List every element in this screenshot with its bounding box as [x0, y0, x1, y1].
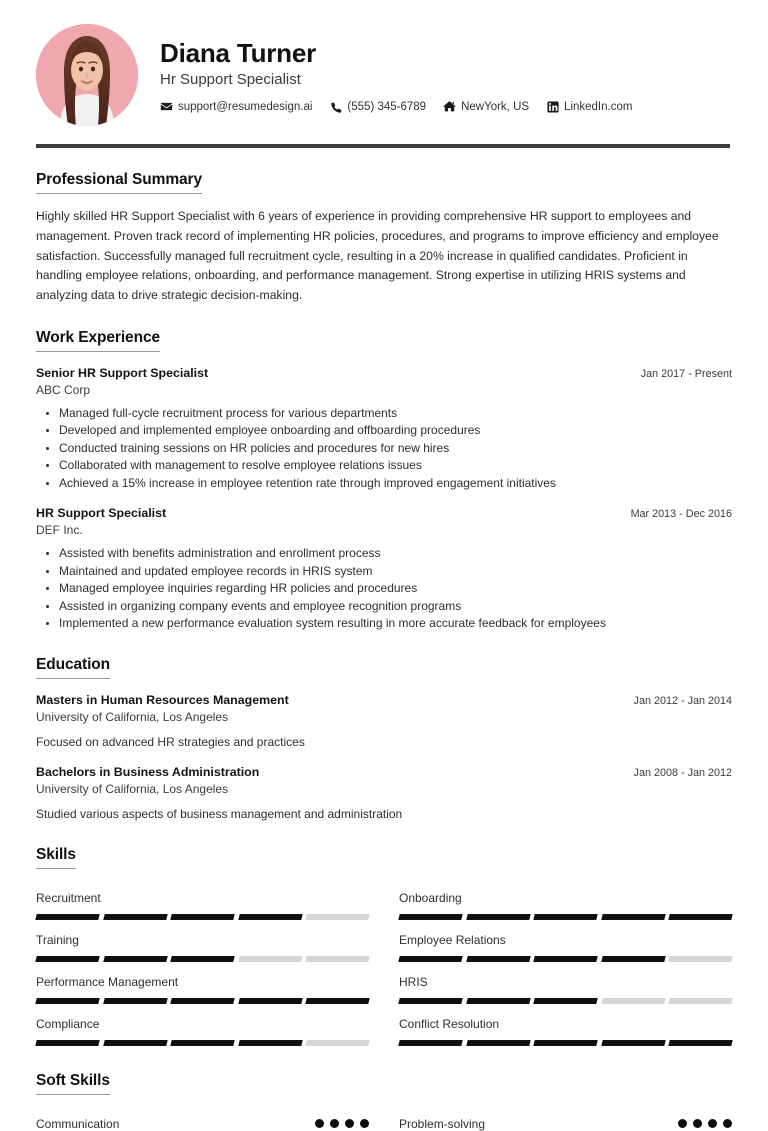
section-skills: [36, 846, 732, 1049]
envelope-icon: [160, 100, 173, 113]
skill-level-segment: [398, 1040, 462, 1046]
skill-level-bar: [36, 914, 369, 920]
skill-level-bar: [399, 998, 732, 1004]
section-heading-soft-skills: Soft Skills: [36, 1072, 110, 1095]
work-entry-bullets: [36, 545, 732, 633]
education-school: University of California, Los Angeles: [36, 781, 229, 796]
skill-name: Conflict Resolution: [399, 1016, 500, 1031]
rating-dot: [708, 1119, 717, 1128]
contact-phone[interactable]: [329, 100, 426, 113]
skill-name: Compliance: [36, 1016, 100, 1031]
education-entry: [36, 765, 732, 823]
skill-level-segment: [669, 1040, 733, 1046]
section-heading-summary: Professional Summary: [36, 171, 202, 194]
skill-level-segment: [170, 1040, 234, 1046]
skill-item: [36, 1007, 369, 1049]
education-description: Studied various aspects of business management and administration: [36, 806, 403, 821]
skill-level-segment: [533, 956, 597, 962]
skill-level-segment: [466, 998, 530, 1004]
skill-name: Employee Relations: [399, 932, 506, 947]
skill-level-segment: [669, 998, 733, 1004]
work-entry-company: DEF Inc.: [36, 523, 83, 538]
candidate-job-title: Hr Support Specialist: [160, 71, 301, 89]
soft-skills-grid: [36, 1107, 732, 1131]
skill-level-segment: [601, 998, 665, 1004]
skill-level-segment: [103, 956, 167, 962]
education-degree: Bachelors in Business Administration: [36, 764, 260, 779]
soft-skill-name: Problem-solving: [399, 1116, 486, 1131]
skill-item: [36, 965, 369, 1007]
skill-level-segment: [103, 1040, 167, 1046]
avatar: [36, 24, 138, 126]
education-date: Jan 2012 - Jan 2014: [633, 694, 732, 707]
resume-header: [36, 0, 732, 138]
skill-level-segment: [103, 998, 167, 1004]
contact-email-text: support@resumedesign.ai: [178, 100, 313, 113]
skill-level-segment: [306, 1040, 370, 1046]
skill-level-segment: [170, 998, 234, 1004]
rating-dot: [315, 1119, 324, 1128]
linkedin-icon: [546, 100, 559, 113]
education-entry-head: [36, 765, 732, 779]
rating-dot: [723, 1119, 732, 1128]
skill-level-bar: [399, 914, 732, 920]
summary-text: Highly skilled HR Support Specialist with 6 years of experience in providing comprehensive HR support to employees and management. Proven track record of implementing HR policies, procedures, and programs to improve efficiency and employee satisfaction. Successfully managed full recruitment cycle, resulting in a 20% increase in qualified candidates. Proficient in handling employee relations, onboarding, and performance management. Strong expertise in utilizing HRIS systems and analyzing data to drive strategic decision-making.: [36, 209, 719, 303]
skill-level-segment: [238, 998, 302, 1004]
skill-level-segment: [306, 998, 370, 1004]
education-entry: [36, 693, 732, 751]
list-item: Conducted training sessions on HR policies and procedures for new hires: [57, 440, 732, 458]
contact-location[interactable]: [443, 100, 529, 113]
skill-level-segment: [103, 914, 167, 920]
skill-level-bar: [399, 1040, 732, 1046]
skill-level-segment: [35, 956, 99, 962]
work-entry-title: HR Support Specialist: [36, 506, 167, 521]
list-item: Implemented a new performance evaluation system resulting in more accurate feedback for employees: [57, 615, 732, 633]
contact-row: [160, 100, 632, 113]
skill-level-segment: [398, 998, 462, 1004]
skill-name: Training: [36, 932, 79, 947]
section-heading-education: Education: [36, 656, 110, 679]
soft-skill-rating: [315, 1119, 369, 1128]
skill-level-segment: [238, 956, 302, 962]
avatar-photo: [36, 24, 138, 126]
skill-level-segment: [601, 1040, 665, 1046]
list-item: Maintained and updated employee records in HRIS system: [57, 563, 732, 581]
skill-name: Recruitment: [36, 890, 101, 905]
education-date: Jan 2008 - Jan 2012: [633, 766, 732, 779]
skill-name: HRIS: [399, 974, 428, 989]
skill-level-segment: [35, 914, 99, 920]
skill-name: Performance Management: [36, 974, 179, 989]
section-education: [36, 656, 732, 823]
skill-level-segment: [238, 1040, 302, 1046]
identity-block: [160, 37, 632, 114]
education-description: Focused on advanced HR strategies and practices: [36, 734, 305, 749]
rating-dot: [693, 1119, 702, 1128]
list-item: Managed employee inquiries regarding HR policies and procedures: [57, 580, 732, 598]
skill-level-segment: [306, 914, 370, 920]
skill-level-segment: [170, 956, 234, 962]
contact-email[interactable]: [160, 100, 312, 113]
education-entry-head: [36, 693, 732, 707]
skill-level-segment: [170, 914, 234, 920]
phone-icon: [329, 100, 342, 113]
soft-skill-name: Communication: [36, 1116, 120, 1131]
skill-level-segment: [466, 914, 530, 920]
contact-phone-text: (555) 345-6789: [347, 100, 427, 113]
rating-dot: [678, 1119, 687, 1128]
work-entry-company: ABC Corp: [36, 382, 91, 397]
rating-dot: [330, 1119, 339, 1128]
contact-linkedin-text: LinkedIn.com: [564, 100, 633, 113]
work-entry-title: Senior HR Support Specialist: [36, 365, 209, 380]
rating-dot: [360, 1119, 369, 1128]
skill-level-segment: [601, 914, 665, 920]
skill-level-bar: [36, 956, 369, 962]
skill-level-segment: [533, 914, 597, 920]
skill-level-bar: [399, 956, 732, 962]
soft-skill-item: [399, 1107, 732, 1131]
skill-item: [399, 1007, 732, 1049]
work-entry: [36, 366, 732, 493]
skill-item: [36, 923, 369, 965]
skill-level-segment: [533, 998, 597, 1004]
education-degree: Masters in Human Resources Management: [36, 692, 289, 707]
work-entry-bullets: [36, 405, 732, 493]
skill-name: Onboarding: [399, 890, 462, 905]
rating-dot: [345, 1119, 354, 1128]
skill-level-segment: [398, 956, 462, 962]
skill-level-segment: [466, 1040, 530, 1046]
skill-level-segment: [398, 914, 462, 920]
list-item: Assisted with benefits administration and enrollment process: [57, 545, 732, 563]
work-entry: [36, 506, 732, 633]
skill-level-bar: [36, 1040, 369, 1046]
work-entry-head: [36, 506, 732, 520]
skill-level-segment: [35, 998, 99, 1004]
section-professional-summary: [36, 171, 732, 306]
contact-linkedin[interactable]: [546, 100, 632, 113]
list-item: Collaborated with management to resolve employee relations issues: [57, 457, 732, 475]
soft-skill-rating: [678, 1119, 732, 1128]
skill-item: [399, 881, 732, 923]
skill-item: [36, 881, 369, 923]
list-item: Assisted in organizing company events and employee recognition programs: [57, 598, 732, 616]
skills-grid: [36, 881, 732, 1049]
work-entry-head: [36, 366, 732, 380]
candidate-name: Diana Turner: [160, 37, 317, 68]
skill-level-segment: [669, 914, 733, 920]
skill-item: [399, 923, 732, 965]
section-heading-work: Work Experience: [36, 329, 160, 352]
skill-level-segment: [35, 1040, 99, 1046]
section-work-experience: [36, 329, 732, 633]
skill-level-segment: [306, 956, 370, 962]
skill-level-segment: [238, 914, 302, 920]
work-entry-date: Jan 2017 - Present: [640, 367, 732, 380]
skill-level-segment: [669, 956, 733, 962]
header-divider: [36, 144, 730, 148]
list-item: Achieved a 15% increase in employee retention rate through improved engagement initiatives: [57, 475, 732, 493]
contact-location-text: NewYork, US: [461, 100, 530, 113]
section-soft-skills: [36, 1072, 732, 1131]
home-icon: [443, 100, 456, 113]
education-school: University of California, Los Angeles: [36, 709, 229, 724]
skill-level-segment: [601, 956, 665, 962]
list-item: Managed full-cycle recruitment process for various departments: [57, 405, 732, 423]
skill-level-bar: [36, 998, 369, 1004]
skill-level-segment: [533, 1040, 597, 1046]
list-item: Developed and implemented employee onboarding and offboarding procedures: [57, 422, 732, 440]
soft-skill-item: [36, 1107, 369, 1131]
skill-item: [399, 965, 732, 1007]
skill-level-segment: [466, 956, 530, 962]
work-entry-date: Mar 2013 - Dec 2016: [630, 508, 732, 521]
section-heading-skills: Skills: [36, 846, 76, 869]
